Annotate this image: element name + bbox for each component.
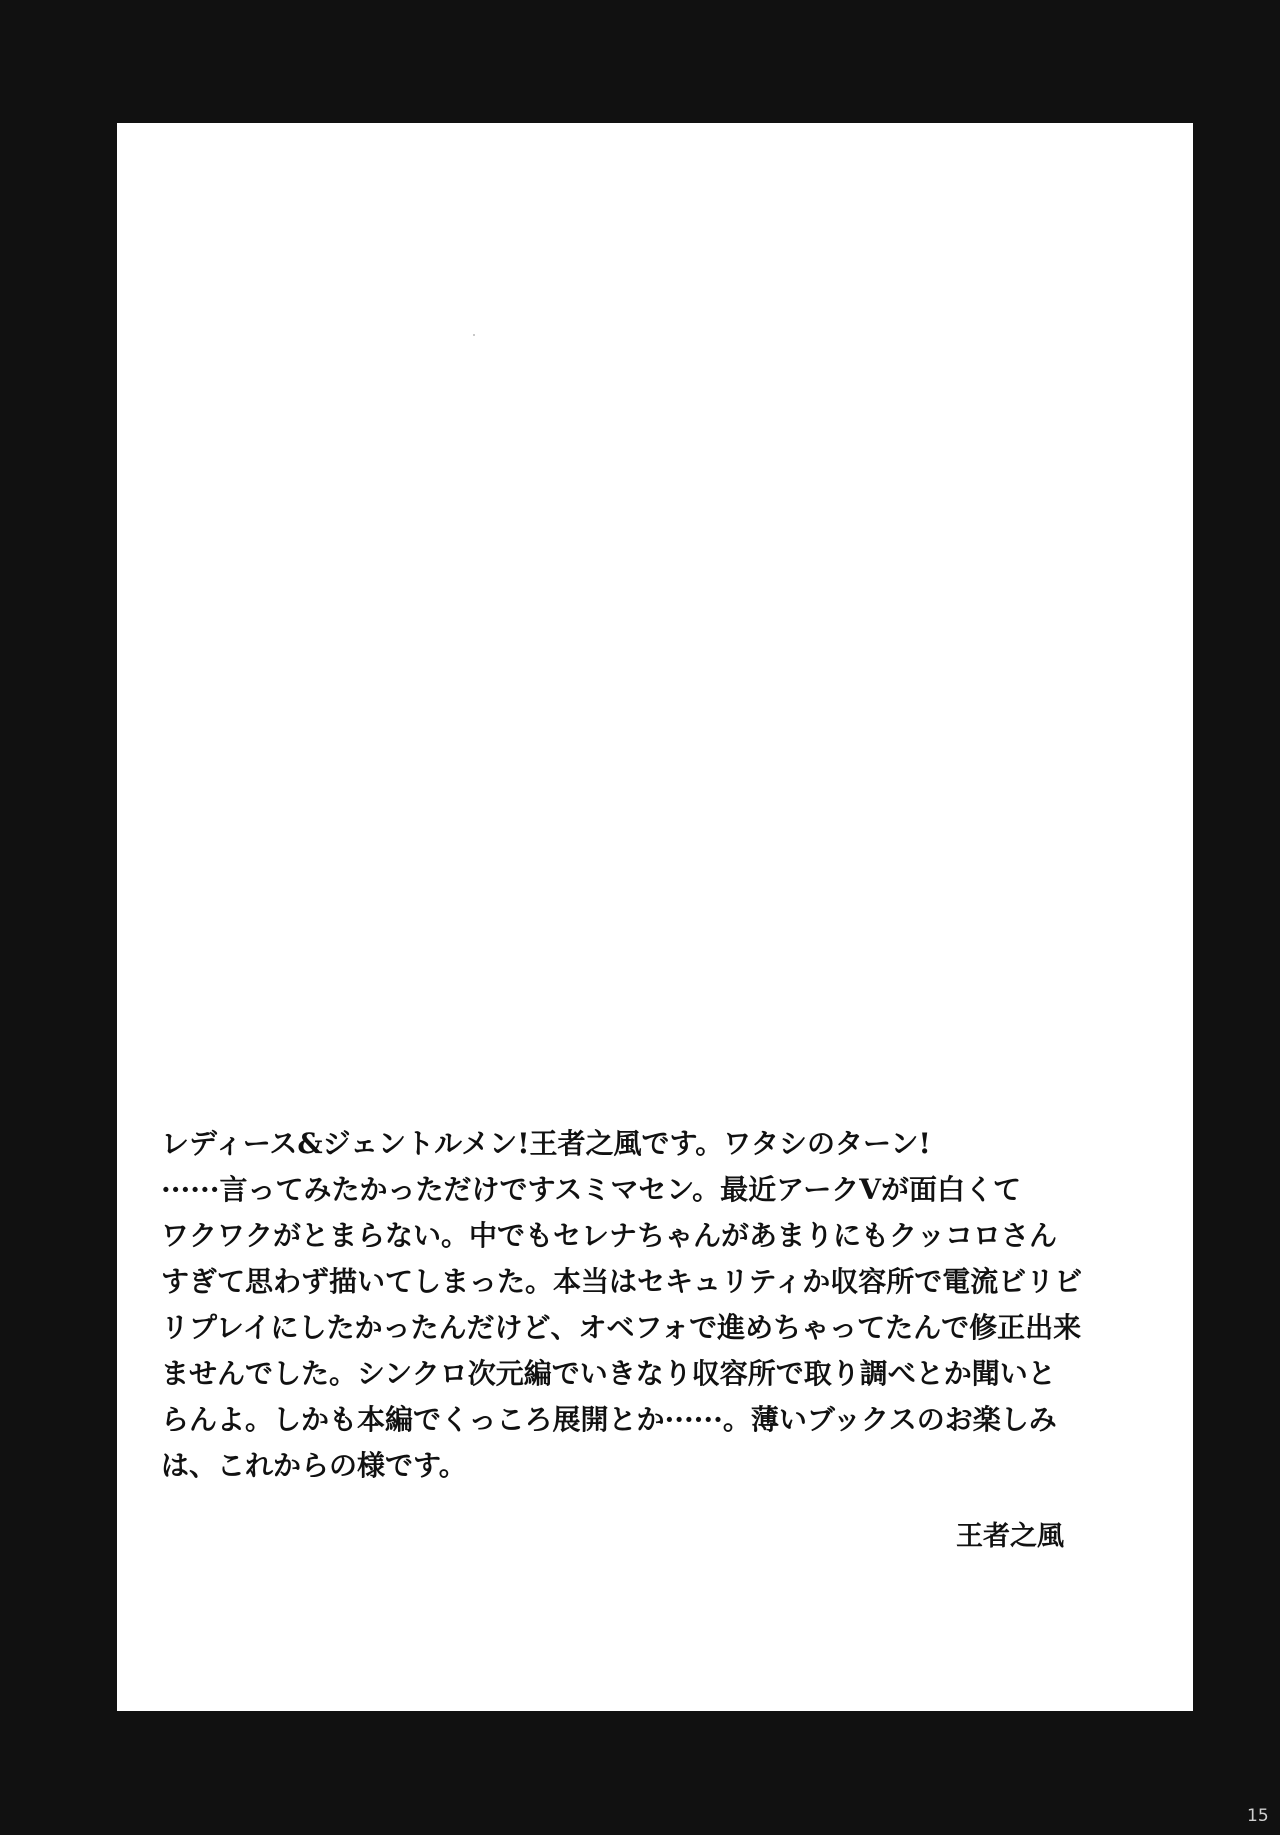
page-number: 15 [1247, 1806, 1269, 1826]
afterword-text [161, 1121, 1161, 1489]
page-sheet [117, 123, 1193, 1711]
afterword-line-7: らんよ。しかも本編でくっころ展開とか······。薄いブックスのお楽しみ [161, 1403, 1057, 1436]
afterword-line-4: すぎて思わず描いてしまった。本当はセキュリティか収容所で電流ビリビ [161, 1265, 1083, 1298]
afterword-line-6: ませんでした。シンクロ次元編でいきなり収容所で取り調べとか聞いと [161, 1357, 1056, 1390]
afterword-line-2: ······言ってみたかっただけですスミマセン。最近アークVが面白くて [161, 1173, 1022, 1206]
afterword-line-8: は、これからの様です。 [161, 1449, 467, 1482]
afterword-line-3: ワクワクがとまらない。中でもセレナちゃんがあまりにもクッコロさん [161, 1219, 1058, 1252]
author-signature: 王者之風 [956, 1521, 1064, 1552]
afterword-line-5: リプレイにしたかったんだけど、オベフォで進めちゃってたんで修正出来 [161, 1311, 1082, 1344]
dust-speck [473, 334, 475, 336]
afterword-line-1: レディース&ジェントルメン!王者之風です。ワタシのターン! [161, 1127, 931, 1160]
